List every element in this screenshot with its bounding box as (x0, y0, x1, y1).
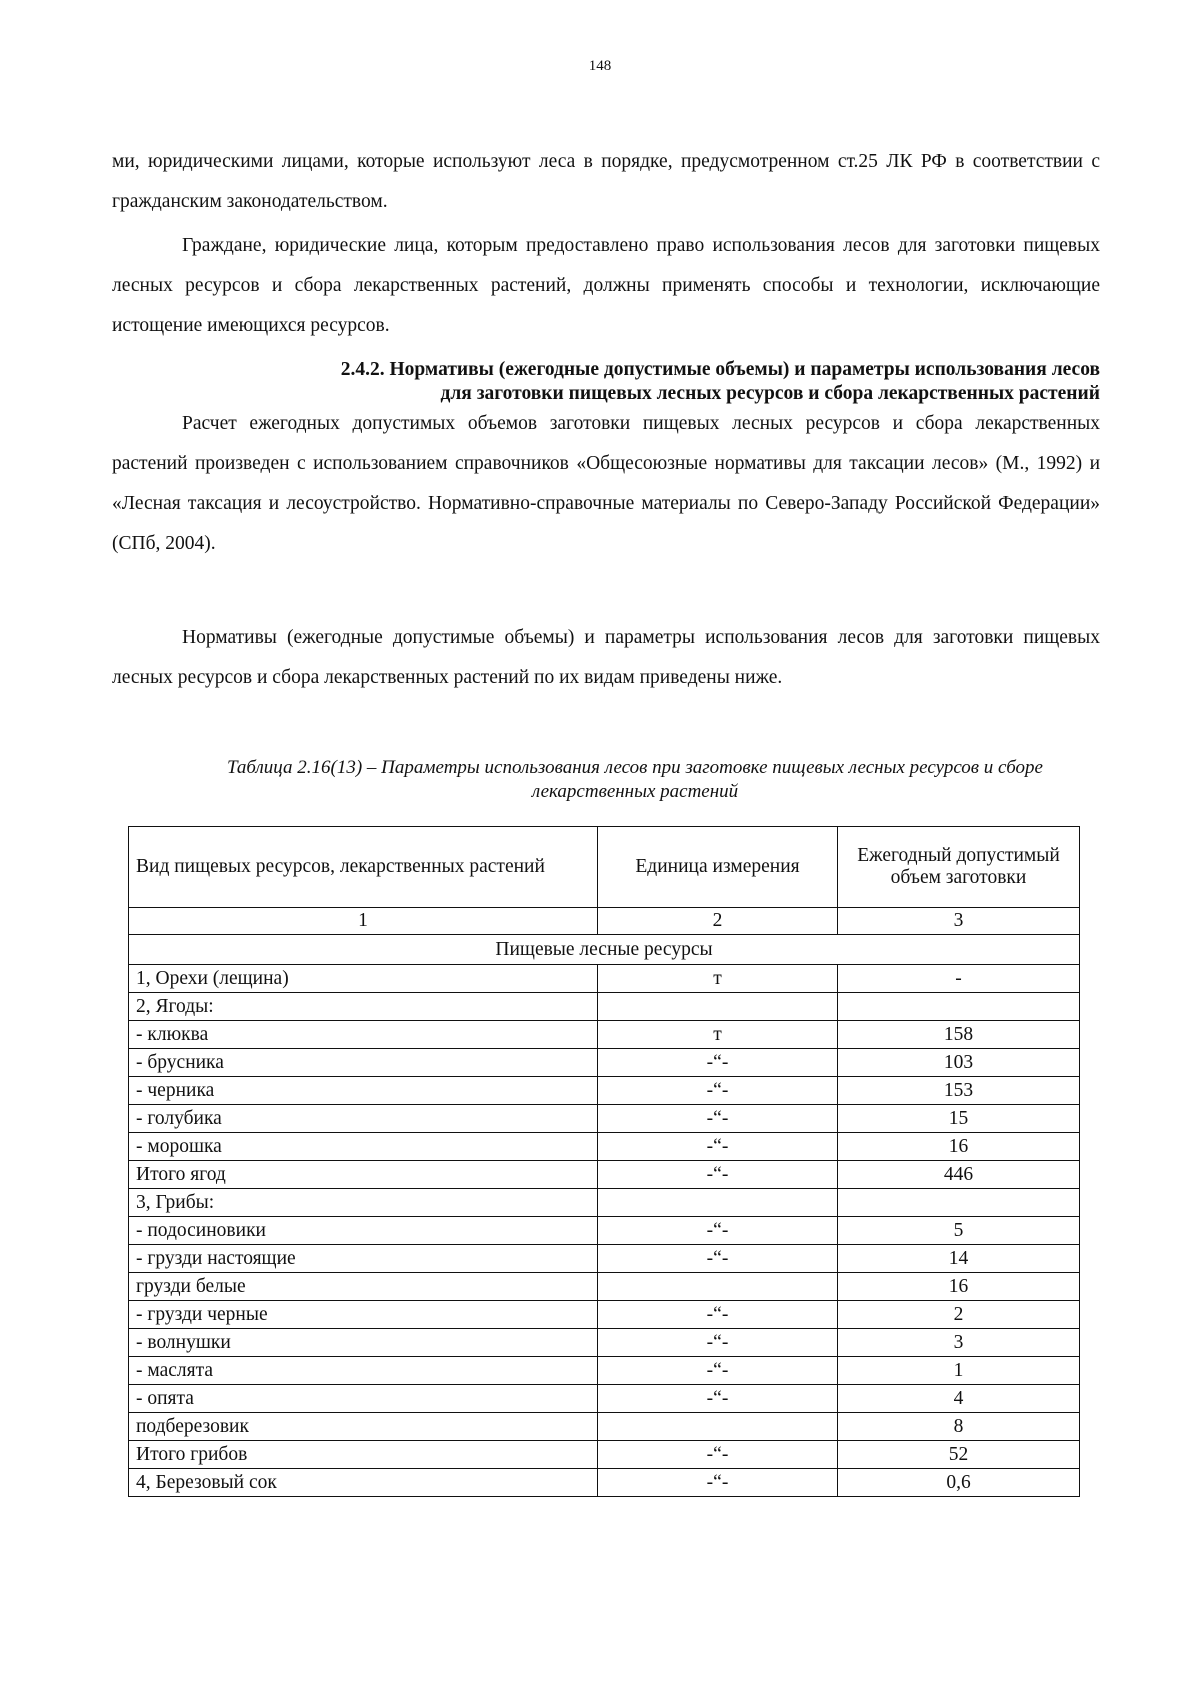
cell-resource-name: грузди белые (129, 1273, 598, 1301)
cell-unit: -“- (598, 1133, 838, 1161)
cell-annual-volume: 15 (838, 1105, 1080, 1133)
cell-unit (598, 1413, 838, 1441)
table-row (129, 1329, 1080, 1357)
cell-annual-volume: 153 (838, 1077, 1080, 1105)
section-heading-line1: 2.4.2. Нормативы (ежегодные допустимые объемы) и параметры использования лесов (340, 359, 1100, 380)
paragraph-text: Расчет ежегодных допустимых объемов заготовки пищевых лесных ресурсов и сбора лекарственных растений произведен с использованием справочников «Общесоюзные нормативы для таксации лесов» (М., 1992) и «Лесная таксация и лесоустройство. Нормативно-справочные материалы по Северо-Западу Российской Федерации» (СПб, 2004). (112, 413, 1100, 554)
cell-annual-volume: 158 (838, 1021, 1080, 1049)
forest-resources-table (128, 826, 1080, 1497)
table-row (129, 1245, 1080, 1273)
paragraph-resource-depletion (112, 226, 1100, 346)
cell-resource-name: - голубика (129, 1105, 598, 1133)
cell-annual-volume: 4 (838, 1385, 1080, 1413)
cell-resource-name: - клюква (129, 1021, 598, 1049)
cell-unit: -“- (598, 1469, 838, 1497)
cell-resource-name: 3, Грибы: (129, 1189, 598, 1217)
table-caption: Таблица 2.16(13) – Параметры использования лесов при заготовке пищевых лесных ресурсов и сборе лекарственных растений (227, 757, 1043, 802)
cell-unit: т (598, 965, 838, 993)
paragraph-standards-intro (112, 618, 1100, 698)
column-number: 3 (838, 908, 1080, 935)
cell-resource-name: - черника (129, 1077, 598, 1105)
cell-annual-volume: 0,6 (838, 1469, 1080, 1497)
section-row (129, 935, 1080, 965)
table-header-row (129, 827, 1080, 908)
cell-annual-volume (838, 1189, 1080, 1217)
cell-resource-name: Итого грибов (129, 1441, 598, 1469)
cell-resource-name: подберезовик (129, 1413, 598, 1441)
table-row (129, 1273, 1080, 1301)
cell-annual-volume: 16 (838, 1273, 1080, 1301)
section-title: Пищевые лесные ресурсы (129, 935, 1080, 965)
table-row (129, 1161, 1080, 1189)
paragraph-text: ми, юридическими лицами, которые используют леса в порядке, предусмотренном ст.25 ЛК РФ в соответствии с гражданским законодательством. (112, 151, 1100, 212)
cell-unit: -“- (598, 1329, 838, 1357)
table-row (129, 1049, 1080, 1077)
cell-annual-volume: 446 (838, 1161, 1080, 1189)
table-row (129, 1217, 1080, 1245)
table-row (129, 1077, 1080, 1105)
cell-resource-name: - брусника (129, 1049, 598, 1077)
cell-unit: -“- (598, 1245, 838, 1273)
table-row (129, 993, 1080, 1021)
section-heading-line2: для заготовки пищевых лесных ресурсов и сбора лекарственных растений (440, 383, 1100, 404)
table-row (129, 1357, 1080, 1385)
cell-annual-volume: 3 (838, 1329, 1080, 1357)
table-row (129, 1469, 1080, 1497)
table-row (129, 1301, 1080, 1329)
page-number: 148 (588, 58, 612, 74)
cell-annual-volume: 2 (838, 1301, 1080, 1329)
section-heading (112, 358, 1100, 406)
cell-resource-name: 2, Ягоды: (129, 993, 598, 1021)
cell-unit (598, 1189, 838, 1217)
paragraph-text: Граждане, юридические лица, которым предоставлено право использования лесов для заготовки пищевых лесных ресурсов и сбора лекарственных растений, должны применять способы и технологии, исключающие истощение имеющихся ресурсов. (112, 235, 1100, 336)
cell-unit: -“- (598, 1217, 838, 1245)
table-row (129, 1385, 1080, 1413)
cell-annual-volume (838, 993, 1080, 1021)
cell-annual-volume: 103 (838, 1049, 1080, 1077)
header-resource-type: Вид пищевых ресурсов, лекарственных растений (129, 827, 598, 908)
paragraph-calculation-sources (112, 404, 1100, 564)
cell-unit (598, 1273, 838, 1301)
paragraph-text: Нормативы (ежегодные допустимые объемы) и параметры использования лесов для заготовки пищевых лесных ресурсов и сбора лекарственных растений по их видам приведены ниже. (112, 627, 1100, 688)
cell-unit: -“- (598, 1105, 838, 1133)
column-number-row (129, 908, 1080, 935)
cell-resource-name: - грузди настоящие (129, 1245, 598, 1273)
cell-annual-volume: - (838, 965, 1080, 993)
cell-resource-name: Итого ягод (129, 1161, 598, 1189)
cell-unit: -“- (598, 1049, 838, 1077)
cell-unit: -“- (598, 1077, 838, 1105)
cell-annual-volume: 52 (838, 1441, 1080, 1469)
cell-annual-volume: 1 (838, 1357, 1080, 1385)
cell-resource-name: 1, Орехи (лещина) (129, 965, 598, 993)
table-row (129, 1441, 1080, 1469)
cell-resource-name: - грузди черные (129, 1301, 598, 1329)
cell-unit (598, 993, 838, 1021)
column-number: 1 (129, 908, 598, 935)
cell-unit: -“- (598, 1161, 838, 1189)
column-number: 2 (598, 908, 838, 935)
cell-annual-volume: 14 (838, 1245, 1080, 1273)
table-row (129, 965, 1080, 993)
table-row (129, 1021, 1080, 1049)
table-row (129, 1413, 1080, 1441)
cell-unit: т (598, 1021, 838, 1049)
table-row (129, 1189, 1080, 1217)
cell-resource-name: 4, Березовый сок (129, 1469, 598, 1497)
cell-unit: -“- (598, 1301, 838, 1329)
cell-resource-name: - волнушки (129, 1329, 598, 1357)
table-row (129, 1133, 1080, 1161)
cell-resource-name: - подосиновики (129, 1217, 598, 1245)
header-annual-volume: Ежегодный допустимый объем заготовки (838, 827, 1080, 908)
cell-unit: -“- (598, 1441, 838, 1469)
cell-unit: -“- (598, 1385, 838, 1413)
cell-resource-name: - морошка (129, 1133, 598, 1161)
cell-annual-volume: 8 (838, 1413, 1080, 1441)
header-unit: Единица измерения (598, 827, 838, 908)
cell-annual-volume: 16 (838, 1133, 1080, 1161)
paragraph-continuation (112, 142, 1100, 222)
cell-resource-name: - опята (129, 1385, 598, 1413)
cell-unit: -“- (598, 1357, 838, 1385)
table-row (129, 1105, 1080, 1133)
cell-annual-volume: 5 (838, 1217, 1080, 1245)
cell-resource-name: - маслята (129, 1357, 598, 1385)
